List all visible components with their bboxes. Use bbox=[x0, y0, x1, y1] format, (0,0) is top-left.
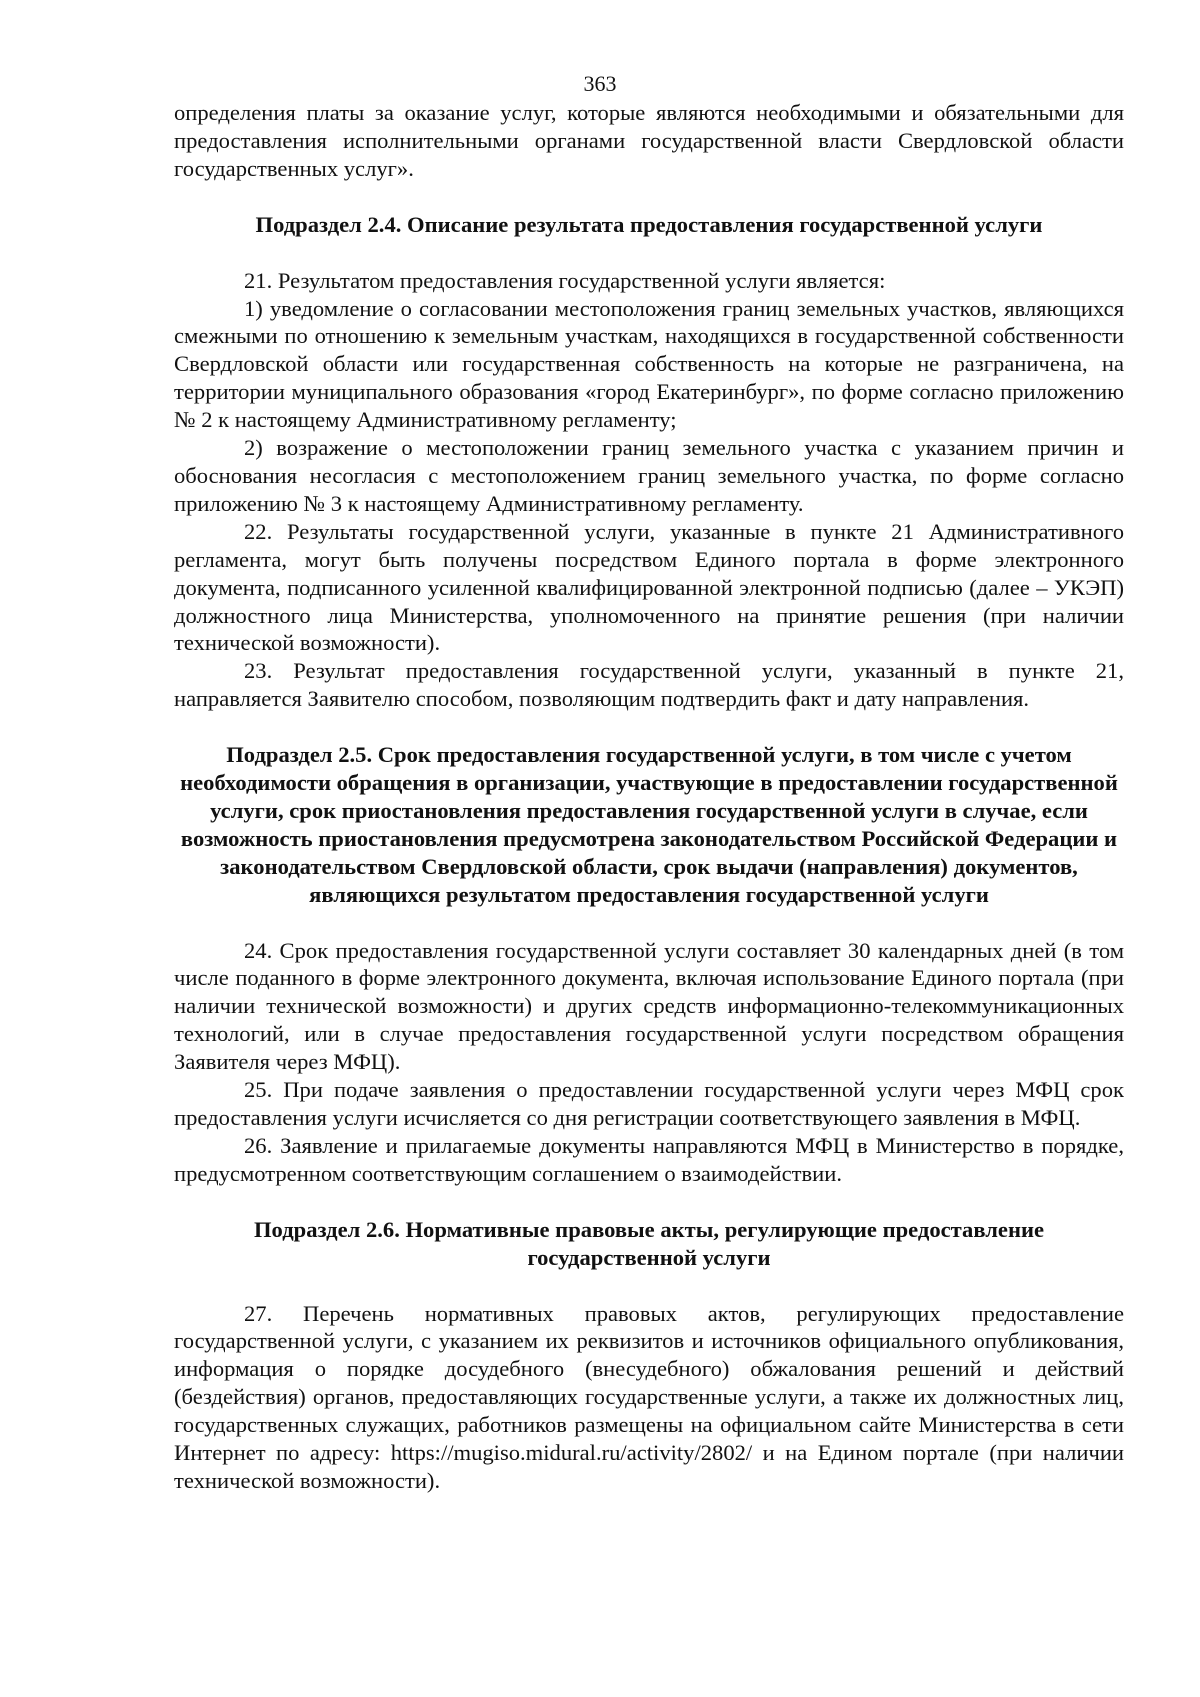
paragraph-24: 24. Срок предоставления государственной услуги составляет 30 календарных дней (в том числе поданного в форме электронного документа, включая использование Единого портала (при наличии технической возможности) и других средств информационно-телекоммуникационных технологий, или в случае предоставления государственной услуги посредством обращения Заявителя через МФЦ). bbox=[174, 937, 1124, 1075]
document-body bbox=[174, 99, 1124, 1495]
section-2-6-heading: Подраздел 2.6. Нормативные правовые акты, регулирующие предоставление государственной услуги bbox=[253, 1216, 1045, 1270]
section-2-4-heading: Подраздел 2.4. Описание результата предоставления государственной услуги bbox=[255, 211, 1043, 237]
page-number: 363 bbox=[583, 71, 617, 96]
intro-paragraph: определения платы за оказание услуг, которые являются необходимыми и обязательными для предоставления исполнительными органами государственной власти Свердловской области государственных услуг». bbox=[174, 100, 1124, 181]
paragraph-21: 21. Результатом предоставления государственной услуги является: bbox=[244, 267, 886, 293]
paragraph-25: 25. При подаче заявления о предоставлении государственной услуги через МФЦ срок предоставления услуги исчисляется со дня регистрации соответствующего заявления в МФЦ. bbox=[174, 1077, 1124, 1130]
paragraph-21-item-1: 1) уведомление о согласовании местоположения границ земельных участков, являющихся смежными по отношению к земельным участкам, находящихся в государственной собственности Свердловской области или государственная собственность на которые не разграничена, на территории муниципального образования «город Екатеринбург», по форме согласно приложению № 2 к настоящему Административному регламенту; bbox=[174, 295, 1124, 433]
paragraph-22: 22. Результаты государственной услуги, указанные в пункте 21 Административного регламента, могут быть получены посредством Единого портала в форме электронного документа, подписанного усиленной квалифицированной электронной подписью (далее – УКЭП) должностного лица Министерства, уполномоченного на принятие решения (при наличии технической возможности). bbox=[174, 518, 1124, 656]
paragraph-23: 23. Результат предоставления государственной услуги, указанный в пункте 21, направляется Заявителю способом, позволяющим подтвердить факт и дату направления. bbox=[174, 658, 1124, 712]
paragraph-26: 26. Заявление и прилагаемые документы направляются МФЦ в Министерство в порядке, предусмотренном соответствующим соглашением о взаимодействии. bbox=[174, 1132, 1124, 1186]
paragraph-21-item-2: 2) возражение о местоположении границ земельного участка с указанием причин и обоснования несогласия с местоположением границ земельного участка, по форме согласно приложению № 3 к настоящему Административному регламенту. bbox=[174, 435, 1124, 516]
section-2-5-heading: Подраздел 2.5. Срок предоставления государственной услуги, в том числе с учетом необходимости обращения в организации, участвующие в предоставлении государственной услуги, срок приостановления предоставления государственной услуги в случае, если возможность приостановления предусмотрена законодательством Российской Федерации и законодательством Свердловской области, срок выдачи (направления) документов, являющихся результатом предоставления государственной услуги bbox=[180, 742, 1118, 907]
paragraph-27: 27. Перечень нормативных правовых актов, регулирующих предоставление государственной услуги, с указанием их реквизитов и источников официального опубликования, информация о порядке досудебного (внесудебного) обжалования решений и действий (бездействия) органов, предоставляющих государственные услуги, а также их должностных лиц, государственных служащих, работников размещены на официальном сайте Министерства в сети Интернет по адресу: https://mugiso.midural.ru/activity/2802/ и на Едином портале (при наличии технической возможности). bbox=[174, 1300, 1124, 1493]
